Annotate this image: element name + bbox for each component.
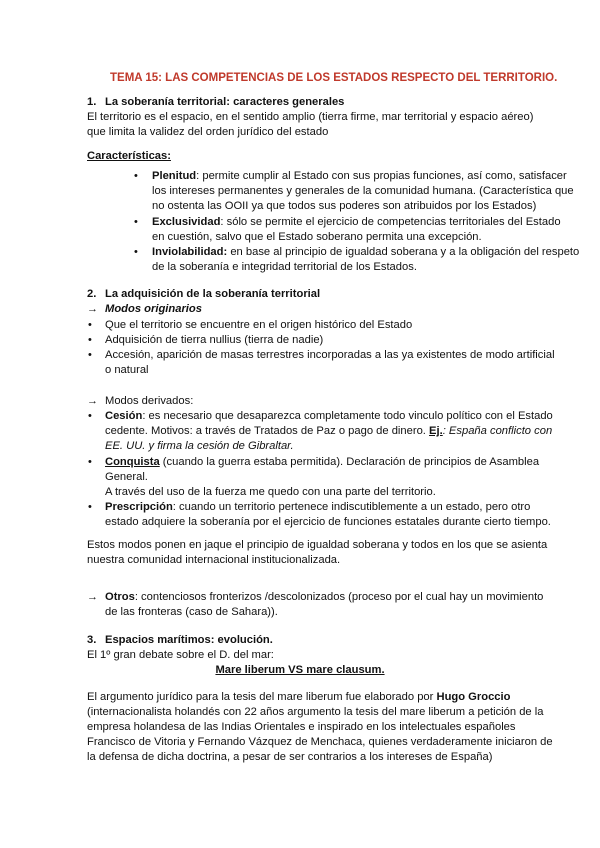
text: : cuando un territorio pertenece indiscutiblemente a un estado, pero otro <box>172 501 531 513</box>
paragraph-line <box>87 690 510 705</box>
list-item-otros <box>105 590 543 605</box>
list-item-line: en cuestión, salvo que el Estado soberano permita una excepción. <box>152 231 482 243</box>
paragraph-line: la defensa de dicha doctrina, a pesar de ser contrarios a los intereses de España) <box>87 751 493 763</box>
text: cedente. Motivos: a través de Tratados de Paz o pago de dinero. <box>105 425 430 437</box>
list-item-line: los intereses permanentes y generales de la comunidad humana. (Característica que <box>152 185 574 197</box>
bullet-icon: • <box>88 410 92 422</box>
list-item-exclusividad <box>152 215 561 230</box>
list-item-line: General. <box>105 471 148 483</box>
list-item-line: estado adquiere la soberanía por el ejercicio de funciones estatales durante cierto tiempo. <box>105 516 551 528</box>
term: Exclusividad <box>152 216 221 228</box>
section-1-intro-line: El territorio es el espacio, en el sentido amplio (tierra firme, mar territorial y espacio aéreo) <box>87 111 534 123</box>
text: : permite cumplir al Estado con sus propias funciones, así como, satisfacer <box>196 170 567 182</box>
list-item: Que el territorio se encuentre en el origen histórico del Estado <box>105 319 413 331</box>
list-item-conquista <box>105 455 539 470</box>
term: Inviolabilidad: <box>152 246 228 258</box>
list-item-cesion <box>105 409 553 424</box>
page-title: TEMA 15: LAS COMPETENCIAS DE LOS ESTADOS RESPECTO DEL TERRITORIO. <box>110 72 558 84</box>
text: : contenciosos fronterizos /descolonizados (proceso por el cual hay un movimiento <box>134 591 544 603</box>
list-item-line: de las fronteras (caso de Sahara)). <box>105 606 278 618</box>
section-3-number: 3. <box>87 634 97 646</box>
section-1-heading: La soberanía territorial: caracteres generales <box>105 96 345 108</box>
paragraph-line: Estos modos ponen en jaque el principio de igualdad soberana y todos en los que se asienta <box>87 539 548 551</box>
list-item-line: EE. UU. y firma la cesión de Gibraltar. <box>105 440 294 452</box>
term: Prescripción <box>105 501 173 513</box>
author-name: Hugo Groccio <box>436 691 511 703</box>
bullet-icon: • <box>88 334 92 346</box>
bullet-icon: • <box>134 216 138 228</box>
originary-modes-heading: Modos originarios <box>105 303 202 315</box>
term: Cesión <box>105 410 143 422</box>
list-item-line: o natural <box>105 364 149 376</box>
characteristics-heading: Características: <box>87 150 171 162</box>
list-item-prescripcion <box>105 500 530 515</box>
section-2-heading: La adquisición de la soberanía territorial <box>105 288 321 300</box>
paragraph-line: nuestra comunidad internacional institucionalizada. <box>87 554 341 566</box>
bullet-icon: • <box>134 170 138 182</box>
list-item: Accesión, aparición de masas terrestres incorporadas a las ya existentes de modo artificial <box>105 349 555 361</box>
arrow-icon: → <box>87 303 98 315</box>
paragraph-line: (internacionalista holandés con 22 años argumento la tesis del mare liberum a petición de la <box>87 706 544 718</box>
list-item-line: de la soberanía e integridad territorial de los Estados. <box>152 261 417 273</box>
bullet-icon: • <box>134 246 138 258</box>
list-item-plenitud <box>152 169 567 184</box>
text: : sólo se permite el ejercicio de competencias territoriales del Estado <box>220 216 561 228</box>
list-item-line: no ostenta las OOII ya que todos sus poderes son atribuidos por los Estados) <box>152 200 537 212</box>
term: Otros <box>105 591 135 603</box>
term: Plenitud <box>152 170 197 182</box>
arrow-icon: → <box>87 591 98 603</box>
list-item-inviolabilidad <box>152 245 579 260</box>
text: El argumento jurídico para la tesis del mare liberum fue elaborado por <box>87 691 437 703</box>
section-1-intro-line: que limita la validez del orden jurídico del estado <box>87 126 329 138</box>
bullet-icon: • <box>88 319 92 331</box>
list-item: Adquisición de tierra nullius (tierra de nadie) <box>105 334 324 346</box>
paragraph-line: Francisco de Vitoria y Fernando Vázquez de Menchaca, quienes verdaderamente iniciaron de <box>87 736 553 748</box>
section-1-number: 1. <box>87 96 97 108</box>
bullet-icon: • <box>88 349 92 361</box>
example-label: Ej. <box>429 425 443 437</box>
text: : es necesario que desaparezca completamente todo vinculo político con el Estado <box>142 410 553 422</box>
section-2-number: 2. <box>87 288 97 300</box>
text: (cuando la guerra estaba permitida). Declaración de principios de Asamblea <box>159 456 540 468</box>
list-item-line <box>105 424 552 439</box>
section-3-heading: Espacios marítimos: evolución. <box>105 634 273 646</box>
text: en base al principio de igualdad soberana y a la obligación del respeto <box>227 246 580 258</box>
bullet-icon: • <box>88 501 92 513</box>
list-item-line: A través del uso de la fuerza me quedo con una parte del territorio. <box>105 486 436 498</box>
paragraph-line: El 1º gran debate sobre el D. del mar: <box>87 649 274 661</box>
example-text: : España conflicto con <box>442 425 553 437</box>
term: Conquista <box>105 456 160 468</box>
centered-subtitle: Mare liberum VS mare clausum. <box>215 664 385 676</box>
derived-modes-heading: Modos derivados: <box>105 395 194 407</box>
arrow-icon: → <box>87 395 98 407</box>
paragraph-line: empresa holandesa de las Indias Orientales e inspirado en los intelectuales españoles <box>87 721 516 733</box>
bullet-icon: • <box>88 456 92 468</box>
